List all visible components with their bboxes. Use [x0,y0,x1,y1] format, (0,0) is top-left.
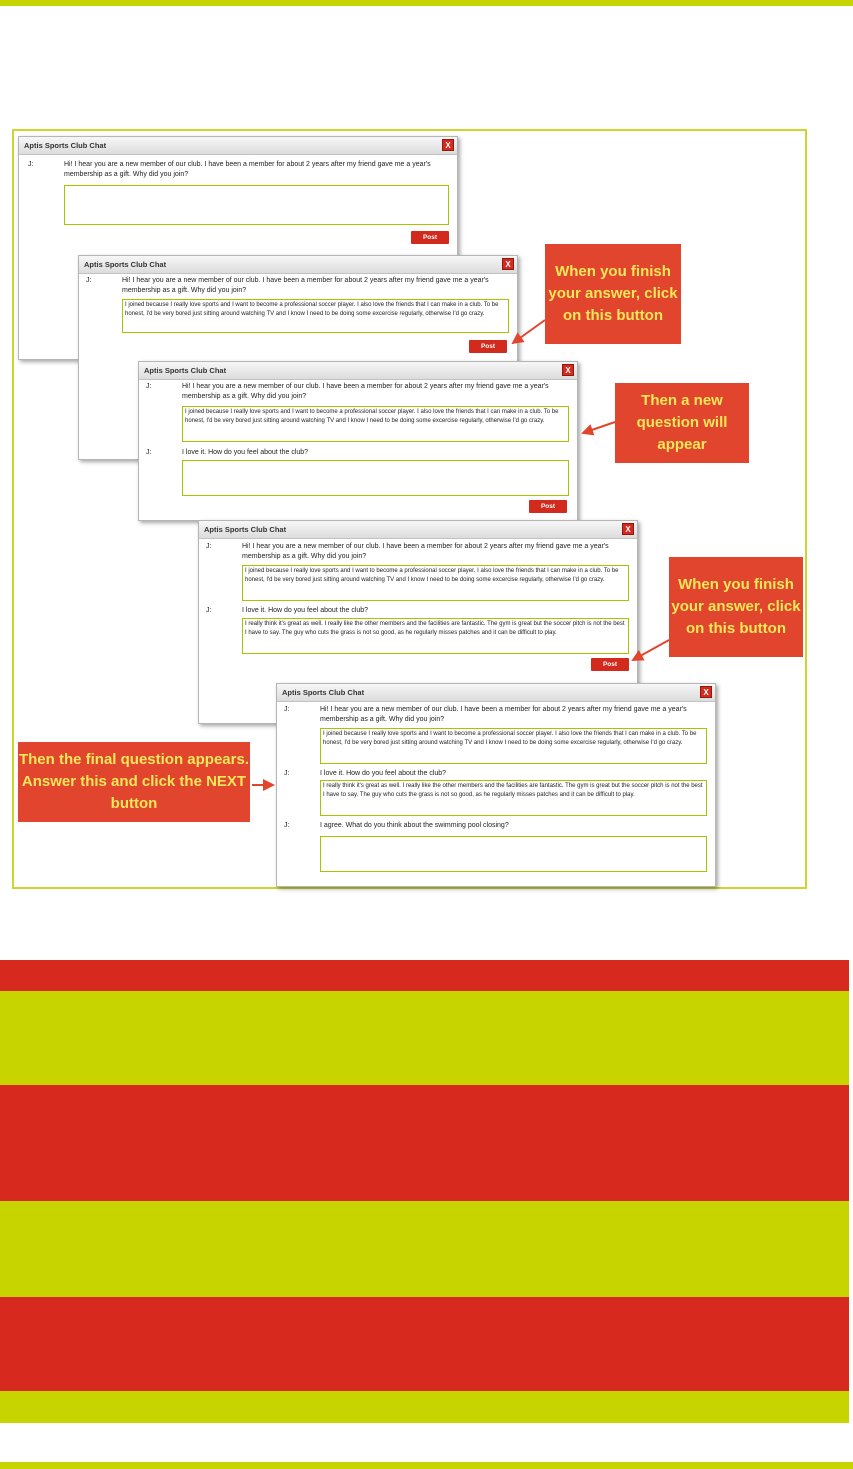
callout-finish-answer-1: When you finish your answer, click on this button [545,244,681,344]
speaker-label: J: [284,770,290,777]
speaker-label: J: [284,706,290,713]
post-button[interactable]: Post [469,340,507,353]
question-1: Hi! I hear you are a new member of our club. I have been a member for about 2 years after my friend gave me a year's membership as a gift. Why did you join? [320,706,687,723]
chat-title: Aptis Sports Club Chat X [199,521,637,539]
chat-title: Aptis Sports Club Chat X [277,684,715,702]
top-accent-bar [0,0,853,6]
speaker-label: J: [146,449,152,456]
chat-window-5 [276,683,716,887]
post-button[interactable]: Post [591,658,629,671]
red-band-2 [0,1085,849,1201]
chat-title: Aptis Sports Club Chat X [79,256,517,274]
answer-input[interactable] [64,185,449,225]
answer-1[interactable]: I joined because I really love sports and I want to become a professional soccer player. I also love the friends that I can make in a club. To be honest, I'd be very bored just sitting around watching TV and I know I need to be doing some excercise regularly, otherwise I'd go crazy. [122,299,509,333]
chat-window-3 [138,361,578,521]
speaker-label: J: [206,607,212,614]
question-1: Hi! I hear you are a new member of our club. I have been a member for about 2 years after my friend gave me a year's membership as a gift. Why did you join? [122,277,489,294]
red-band-3 [0,1297,849,1391]
question-1: Hi! I hear you are a new member of our club. I have been a member for about 2 years after my friend gave me a year's membership as a gift. Why did you join? [182,383,549,400]
answer-input[interactable] [320,836,707,872]
red-band-1 [0,960,849,991]
bottom-accent-bar [0,1462,853,1469]
green-band-1 [0,991,849,1085]
question-2: I love it. How do you feel about the club? [182,449,309,456]
green-band-3 [0,1391,849,1423]
close-icon[interactable]: X [700,686,712,698]
answer-1: I joined because I really love sports and I want to become a professional soccer player. I also love the friends that I can make in a club. To be honest, I'd be very bored just sitting around watching TV and I know I need to be doing some excercise regularly, otherwise I'd go crazy. [182,406,569,442]
speaker-label: J: [86,277,92,284]
chat-title: Aptis Sports Club Chat X [19,137,457,155]
post-button[interactable]: Post [529,500,567,513]
question-1: Hi! I hear you are a new member of our club. I have been a member for about 2 years after my friend gave me a year's membership as a gift. Why did you join? [64,161,431,178]
question-2: I love it. How do you feel about the club? [320,770,447,777]
close-icon[interactable]: X [622,523,634,535]
answer-2: I really think it's great as well. I really like the other members and the facilities are fantastic. The gym is great but the soccer pitch is not the best I have to say. The guy who cuts the grass is not so good, as he regularly misses patches and it can be difficult to play. [320,780,707,816]
question-2: I love it. How do you feel about the club? [242,607,369,614]
post-button[interactable]: Post [411,231,449,244]
speaker-label: J: [28,161,34,168]
close-icon[interactable]: X [502,258,514,270]
callout-final-question: Then the final question appears. Answer this and click the NEXT button [18,742,250,822]
speaker-label: J: [284,822,290,829]
question-3: I agree. What do you think about the swimming pool closing? [320,822,509,829]
close-icon[interactable]: X [442,139,454,151]
chat-title: Aptis Sports Club Chat X [139,362,577,380]
answer-2[interactable]: I really think it's great as well. I really like the other members and the facilities are fantastic. The gym is great but the soccer pitch is not the best I have to say. The guy who cuts the grass is not so good, as he regularly misses patches and it can be difficult to play. [242,618,629,654]
speaker-label: J: [206,543,212,550]
green-band-2 [0,1201,849,1297]
callout-new-question: Then a new question will appear [615,383,749,463]
speaker-label: J: [146,383,152,390]
close-icon[interactable]: X [562,364,574,376]
answer-1: I joined because I really love sports and I want to become a professional soccer player. I also love the friends that I can make in a club. To be honest, I'd be very bored just sitting around watching TV and I know I need to be doing some excercise regularly, otherwise I'd go crazy. [320,728,707,764]
callout-finish-answer-2: When you finish your answer, click on this button [669,557,803,657]
answer-input[interactable] [182,460,569,496]
question-1: Hi! I hear you are a new member of our club. I have been a member for about 2 years after my friend gave me a year's membership as a gift. Why did you join? [242,543,609,560]
answer-1: I joined because I really love sports and I want to become a professional soccer player. I also love the friends that I can make in a club. To be honest, I'd be very bored just sitting around watching TV and I know I need to be doing some excercise regularly, otherwise I'd go crazy. [242,565,629,601]
